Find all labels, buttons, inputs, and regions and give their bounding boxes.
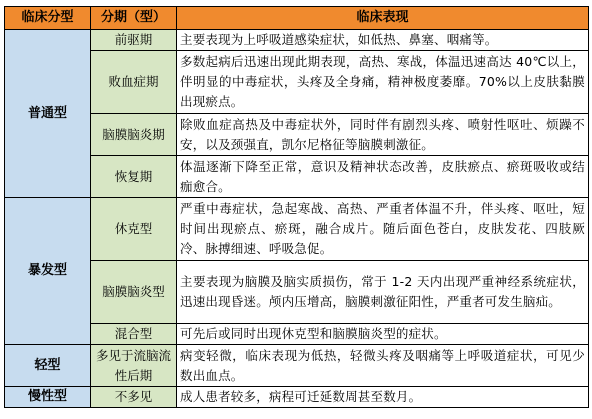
phase-cell: 脑膜脑炎期	[91, 114, 177, 156]
phase-cell: 不多见	[91, 387, 177, 408]
desc-cell: 严重中毒症状，急起寒战、高热、严重者体温不升，伴头疼、呕吐，短时间出现瘀点、瘀斑，融合成片。随后面色苍白，皮肤发花、四肢厥冷、脉搏细速、呼吸急促。	[177, 198, 589, 261]
desc-cell: 体温逐渐下降至正常，意识及精神状态改善，皮肤瘀点、瘀斑吸收或结痂愈合。	[177, 156, 589, 198]
phase-cell: 前驱期	[91, 30, 177, 51]
type-cell-common: 普通型	[5, 30, 91, 198]
table-row	[5, 345, 589, 387]
table-row	[5, 387, 589, 408]
phase-cell: 脑膜脑炎型	[91, 261, 177, 324]
desc-cell: 多数起病后迅速出现此期表现，高热、寒战，体温迅速高达 40℃以上，伴明显的中毒症状，头疼及全身痛，精神极度萎靡。70%以上皮肤黏膜出现瘀点。	[177, 51, 589, 114]
header-clinical-type: 临床分型	[5, 7, 91, 30]
header-manifestation: 临床表现	[177, 7, 589, 30]
phase-cell: 混合型	[91, 324, 177, 345]
type-cell-chronic: 慢性型	[5, 387, 91, 408]
table-row	[5, 261, 589, 324]
type-cell-mild: 轻型	[5, 345, 91, 387]
table-row	[5, 156, 589, 198]
header-phase: 分期（型）	[91, 7, 177, 30]
phase-cell: 败血症期	[91, 51, 177, 114]
desc-cell: 主要表现为脑膜及脑实质损伤，常于 1-2 天内出现严重神经系统症状，迅速出现昏迷。颅内压增高，脑膜刺激征阳性，严重者可发生脑疝。	[177, 261, 589, 324]
table-row	[5, 324, 589, 345]
desc-cell: 主要表现为上呼吸道感染症状，如低热、鼻塞、咽痛等。	[177, 30, 589, 51]
phase-cell: 多见于流脑流性后期	[91, 345, 177, 387]
desc-cell: 可先后或同时出现休克型和脑膜脑炎型的症状。	[177, 324, 589, 345]
clinical-types-table	[4, 6, 589, 408]
table-row	[5, 51, 589, 114]
header-row	[5, 7, 589, 30]
desc-cell: 病变轻微，临床表现为低热，轻微头疼及咽痛等上呼吸道症状，可见少数出血点。	[177, 345, 589, 387]
table-row	[5, 198, 589, 261]
type-cell-fulminant: 暴发型	[5, 198, 91, 345]
table-row	[5, 114, 589, 156]
desc-cell: 除败血症高热及中毒症状外，同时伴有剧烈头疼、喷射性呕吐、烦躁不安，以及颈强直，凯尔尼格征等脑膜刺激征。	[177, 114, 589, 156]
desc-cell: 成人患者较多，病程可迁延数周甚至数月。	[177, 387, 589, 408]
phase-cell: 恢复期	[91, 156, 177, 198]
phase-cell: 休克型	[91, 198, 177, 261]
table-row	[5, 30, 589, 51]
